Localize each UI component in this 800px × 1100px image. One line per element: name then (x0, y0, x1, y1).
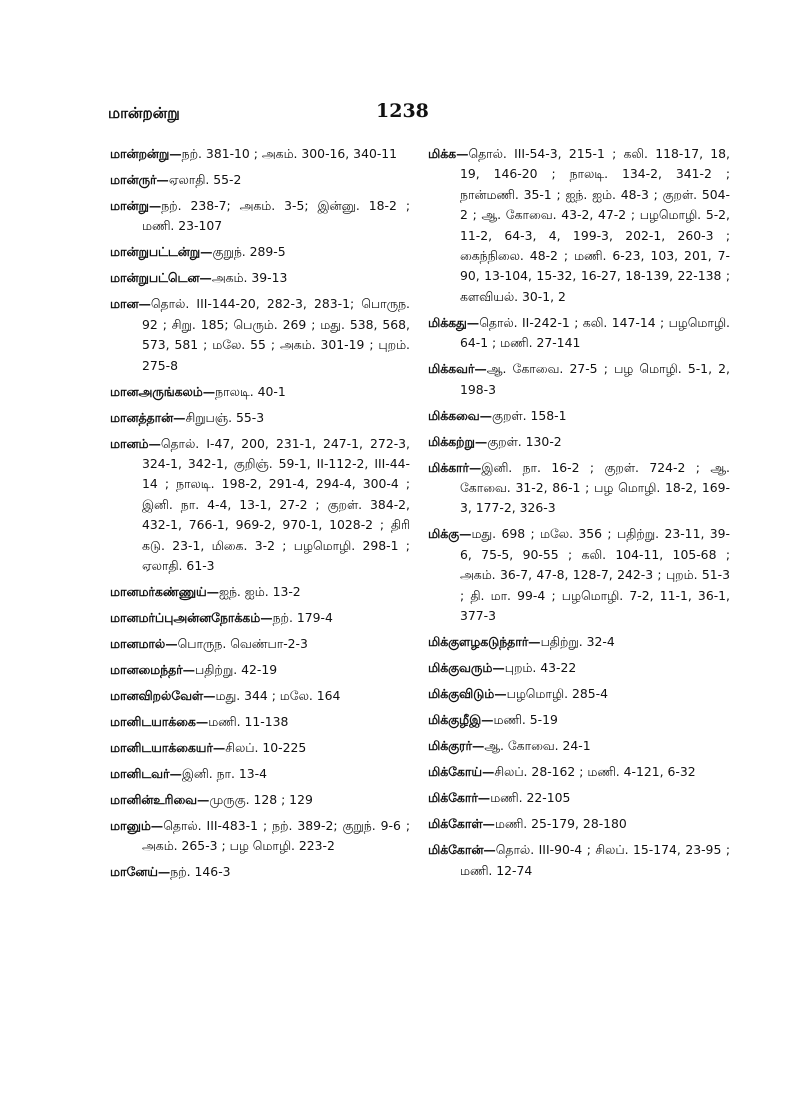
entry-separator: — (197, 792, 210, 808)
entry-separator: — (459, 526, 472, 542)
entry-headword: மான்றன்று (110, 146, 170, 161)
entry-headword: மிக்கோள் (428, 816, 483, 832)
index-entry (110, 242, 410, 262)
entry-headword: மானமர்ப்புஅன்னநோக்கம் (110, 610, 261, 626)
entry-separator: — (169, 146, 182, 161)
entry-headword: மான்றுபட்டன்று (110, 244, 201, 260)
index-entry (110, 268, 410, 288)
entry-separator: — (157, 864, 171, 880)
entry-headword: மானத்தான் (110, 409, 174, 425)
entry-headword: மிக்குழீஇ (428, 712, 482, 728)
index-entry (428, 144, 730, 307)
entry-headword: மிக்கார் (428, 459, 469, 475)
entry-headword: மானமர்கண்ணுய் (110, 584, 207, 600)
entry-references: குறுந். 289-5 (212, 244, 286, 260)
entry-headword: மானஅருங்கலம் (110, 383, 203, 399)
entry-separator: — (212, 740, 226, 756)
entry-headword: மானேய் (110, 864, 158, 880)
entry-headword: மானிடயாக்கையர் (110, 740, 213, 756)
entry-references: நற். 381-10 ; அகம். 300-16, 340-11 (181, 146, 398, 161)
entry-headword: மானிடவர் (110, 766, 170, 782)
index-entry (428, 359, 730, 400)
left-column (110, 144, 410, 888)
entry-headword: மிக்கோய் (428, 764, 482, 780)
entry-headword: மானம் (110, 435, 149, 451)
entry-headword: மிக்கவர் (428, 361, 475, 377)
entry-headword: மிக்குவிடும் (428, 686, 495, 702)
entry-references: ஆ. கோவை. 27-5 ; பழ மொழி. 5-1, 2, 198-3 (460, 361, 730, 397)
entry-references: நற். 179-4 (272, 610, 333, 626)
entry-references: தொல். III-90-4 ; சிலப். 15-174, 23-95 ; மணி. 12-74 (460, 842, 730, 878)
entry-separator: — (206, 584, 219, 600)
entry-separator: — (169, 766, 182, 782)
entry-separator: — (492, 660, 505, 676)
index-entry (110, 660, 410, 680)
entry-references: தொல். I-47, 200, 231-1, 247-1, 272-3, 324-1, 342-1, குறிஞ். 59-1, II-112-2, III-44-14 ; நாலடி. 198-2, 291-4, 294-4, 300-4 ; இனி. நா. 4-4, 13-1, 27-2 ; குறள். 384-2, 432-1, 766-1, 969-2, 970-1, 1028-2 ; திரி கடு. 23-1, மிகை. 3-2 ; பழமொழி. 298-1 ; ஏலாதி. 61-3 (142, 435, 410, 574)
entry-references: குறள். 130-2 (487, 433, 562, 449)
entry-references: ஆ. கோவை. 24-1 (484, 738, 591, 754)
index-entry (428, 684, 730, 704)
entry-separator: — (479, 407, 493, 423)
entry-headword: மானமால் (110, 636, 166, 652)
entry-separator: — (482, 816, 495, 832)
entry-headword: மான்றுபட்டென (110, 270, 200, 286)
entry-separator: — (156, 172, 169, 187)
entry-references: மணி. 11-138 (208, 714, 289, 730)
index-entry (110, 608, 410, 628)
index-entry (110, 712, 410, 732)
entry-separator: — (471, 738, 485, 754)
entry-headword: மிக்கற்று (428, 433, 475, 449)
entry-separator: — (199, 270, 212, 286)
entry-separator: — (469, 459, 482, 475)
index-entry (110, 686, 410, 706)
index-entry (110, 582, 410, 602)
entry-separator: — (148, 435, 161, 451)
entry-separator: — (182, 662, 196, 678)
entry-headword: மிக்கது (428, 314, 467, 330)
entry-headword: மிக்குரர் (428, 738, 472, 754)
entry-headword: மானமைந்தர் (110, 662, 183, 678)
entry-references: பொருந. வெண்பா-2-3 (177, 636, 308, 652)
index-entry (110, 196, 410, 237)
index-entry (428, 710, 730, 730)
index-entry (110, 816, 410, 857)
entry-headword: மிக்கோர் (428, 790, 478, 806)
entry-references: பதிற்று. 42-19 (195, 662, 278, 678)
index-entry (428, 840, 730, 881)
index-entry (428, 524, 730, 626)
entry-references: குறள். 158-1 (492, 407, 567, 423)
index-entry (428, 406, 730, 426)
entry-references: ஏலாதி. 55-2 (168, 172, 242, 187)
entry-separator: — (148, 198, 162, 213)
entry-separator: — (481, 764, 495, 780)
entry-references: நற். 146-3 (170, 864, 231, 880)
index-entry (428, 313, 730, 354)
index-entry (110, 294, 410, 376)
entry-headword: மிக்கவை (428, 407, 480, 423)
index-entry (110, 738, 410, 758)
right-column (428, 144, 730, 887)
entry-references: மது. 698 ; மலே. 356 ; பதிற்று. 23-11, 39-6, 75-5, 90-55 ; கலி. 104-11, 105-68 ; அகம். 36-7, 47-8, 128-7, 242-3 ; புறம். 51-3 ; தி. மா. 99-4 ; பழமொழி. 7-2, 11-1, 36-1, 377-3 (460, 526, 730, 624)
index-entry (428, 736, 730, 756)
entry-references: மணி. 25-179, 28-180 (494, 816, 627, 832)
entry-separator: — (474, 433, 488, 449)
entry-headword: மான (110, 296, 139, 312)
entry-headword: மானின்உரிவை (110, 792, 198, 808)
page-number: 1238 (376, 100, 429, 122)
running-head: மான்றன்று (108, 104, 180, 122)
entry-separator: — (195, 714, 209, 730)
entry-separator: — (203, 688, 216, 704)
entry-references: இனி. நா. 16-2 ; குறள். 724-2 ; ஆ. கோவை. 31-2, 86-1 ; பழ மொழி. 18-2, 169-3, 177-2, 326-3 (460, 459, 730, 516)
entry-references: நாலடி. 40-1 (215, 383, 286, 399)
entry-references: தொல். II-242-1 ; கலி. 147-14 ; பழமொழி. 64-1 ; மணி. 27-141 (460, 314, 730, 351)
entry-headword: மிக்குளழகடுந்தார் (428, 634, 529, 650)
entry-headword: மான்ருர் (110, 172, 157, 187)
entry-references: அகம். 39-13 (211, 270, 288, 286)
entry-separator: — (202, 383, 216, 399)
index-entry (428, 788, 730, 808)
entry-separator: — (260, 610, 273, 626)
entry-headword: மிக்கோன் (428, 842, 484, 858)
index-entry (428, 658, 730, 678)
entry-separator: — (474, 361, 487, 377)
index-entry (110, 434, 410, 577)
entry-references: முருகு. 128 ; 129 (209, 792, 313, 808)
entry-headword: மானவிறல்வேள் (110, 688, 204, 704)
entry-references: சிலப். 10-225 (225, 740, 307, 756)
entry-references: சிறுபஞ். 55-3 (185, 409, 265, 425)
index-entry (110, 790, 410, 810)
index-entry (428, 458, 730, 519)
entry-headword: மான்று (110, 198, 149, 213)
index-entry (110, 764, 410, 784)
index-entry (110, 634, 410, 654)
index-entry (428, 632, 730, 652)
entry-headword: மானும் (110, 818, 151, 834)
entry-separator: — (483, 842, 496, 858)
entry-references: நற். 238-7; அகம். 3-5; இன்னு. 18-2 ; மணி. 23-107 (142, 198, 410, 234)
entry-references: இனி. நா. 13-4 (181, 766, 268, 782)
index-entry (110, 382, 410, 402)
entry-separator: — (138, 296, 151, 312)
entry-separator: — (173, 409, 186, 425)
entry-separator: — (481, 712, 494, 728)
entry-separator: — (150, 818, 164, 834)
entry-references: தொல். III-144-20, 282-3, 283-1; பொருந. 92 ; சிறு. 185; பெரும். 269 ; மது. 538, 568, 573, 581 ; மலே. 55 ; அகம். 301-19 ; புறம். 275-8 (142, 296, 410, 373)
entry-references: சிலப். 28-162 ; மணி. 4-121, 6-32 (494, 764, 696, 780)
index-entry (110, 144, 410, 164)
index-entry (428, 762, 730, 782)
entry-headword: மிக்குவரும் (428, 660, 493, 676)
index-entry (110, 408, 410, 428)
entry-separator: — (200, 244, 213, 260)
entry-references: தொல். III-54-3, 215-1 ; கலி. 118-17, 18, 19, 146-20 ; நாலடி. 134-2, 341-2 ; நான்மணி. 35-1 ; ஐந். ஐம். 48-3 ; குறள். 504-2 ; ஆ. கோவை. 43-2, 47-2 ; பழமொழி. 5-2, 11-2, 64-3, 4, 199-3, 202-1, 260-3 ; கைந்நிலை. 48-2 ; மணி. 6-23, 103, 201, 7-90, 13-104, 15-32, 16-27, 18-139, 22-138 ; களவியல். 30-1, 2 (460, 146, 730, 304)
entry-separator: — (477, 790, 491, 806)
index-entry (428, 432, 730, 452)
index-entry (428, 814, 730, 834)
entry-separator: — (528, 634, 541, 650)
entry-references: மணி. 22-105 (490, 790, 571, 806)
entry-separator: — (494, 686, 507, 702)
index-entry (110, 862, 410, 882)
entry-headword: மிக்க (428, 146, 457, 161)
entry-references: மணி. 5-19 (493, 712, 558, 728)
entry-references: மது. 344 ; மலே. 164 (215, 688, 341, 704)
entry-headword: மானிடயாக்கை (110, 714, 196, 730)
index-entry (110, 170, 410, 190)
entry-references: ஐந். ஐம். 13-2 (219, 584, 301, 600)
entry-references: தொல். III-483-1 ; நற். 389-2; குறுந். 9-6 ; அகம். 265-3 ; பழ மொழி. 223-2 (142, 818, 410, 854)
entry-references: பழமொழி. 285-4 (506, 686, 608, 702)
entry-headword: மிக்கு (428, 526, 460, 542)
entry-references: பதிற்று. 32-4 (540, 634, 615, 650)
entry-separator: — (466, 314, 480, 330)
entry-separator: — (456, 146, 469, 161)
entry-references: புறம். 43-22 (504, 660, 577, 676)
entry-separator: — (165, 636, 178, 652)
